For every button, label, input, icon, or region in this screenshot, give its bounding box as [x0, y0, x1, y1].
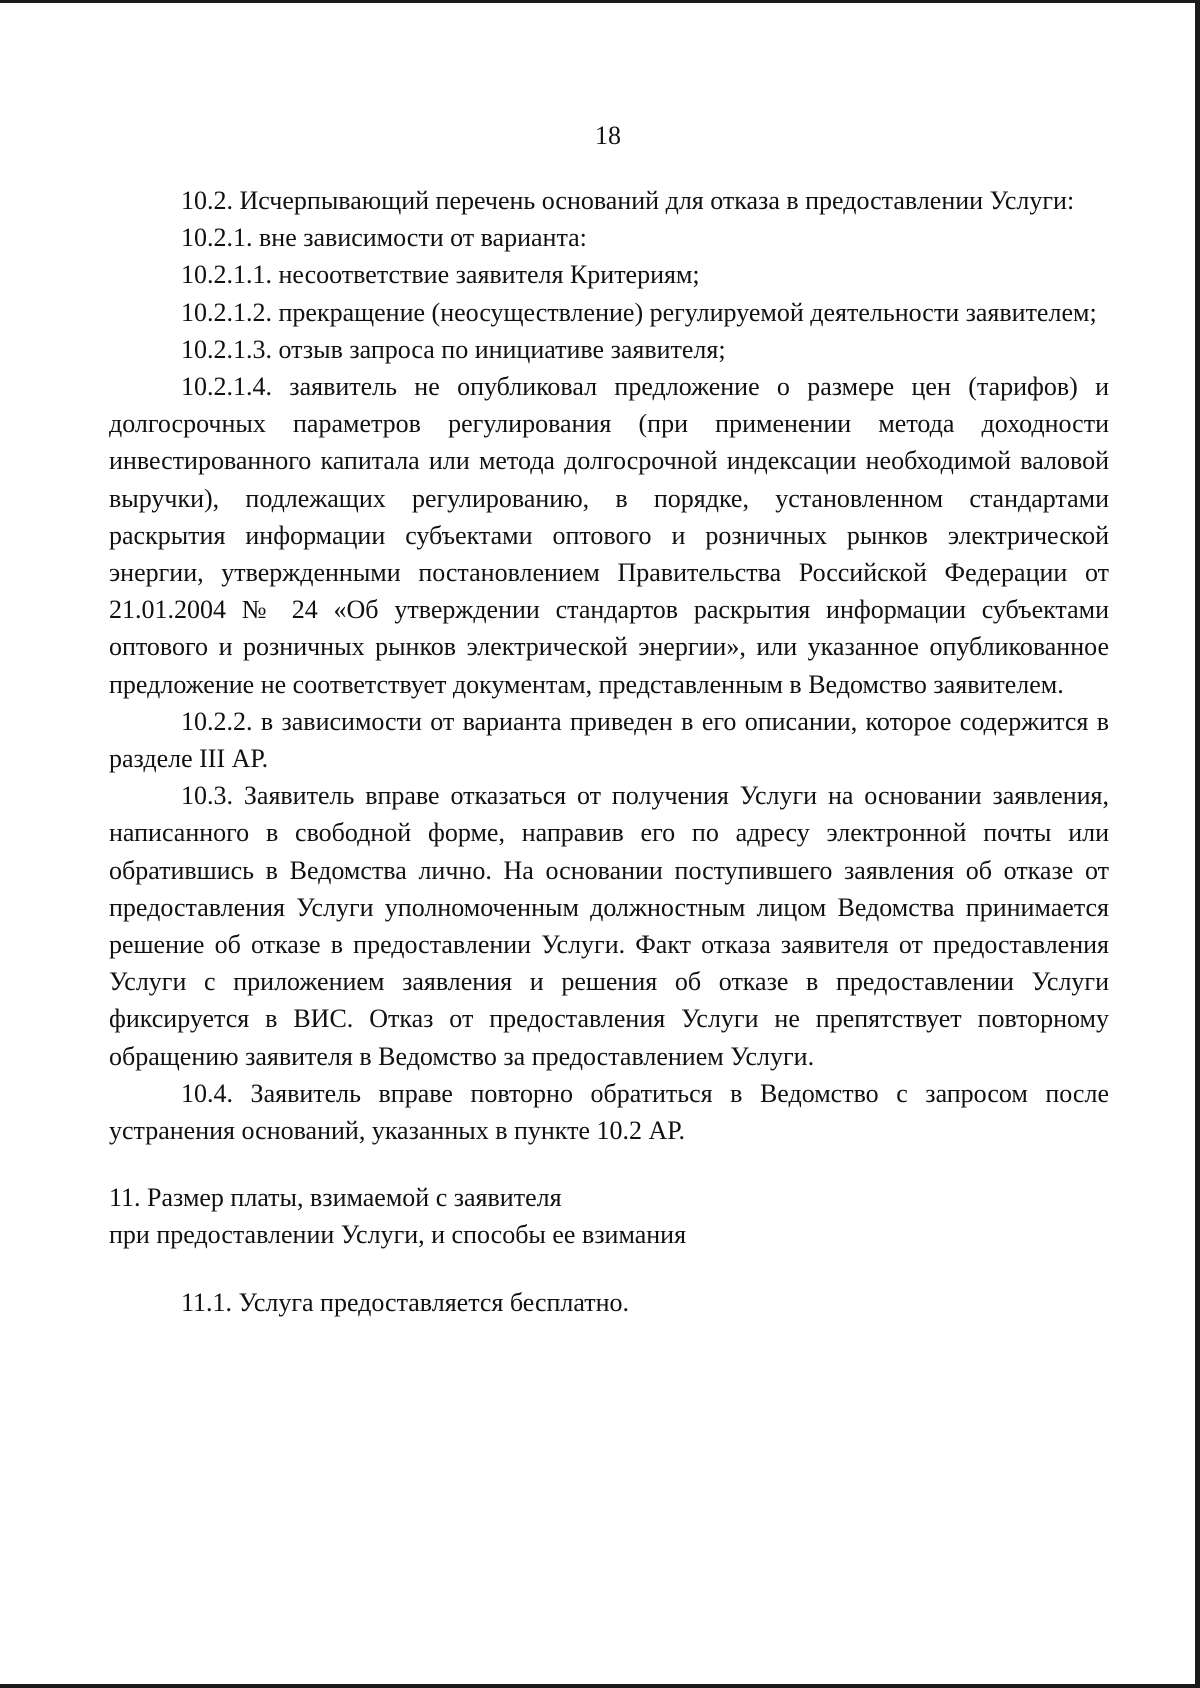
- paragraph-11-1: 11.1. Услуга предоставляется бесплатно.: [181, 1287, 630, 1317]
- paragraph-10-4: 10.4. Заявитель вправе повторно обратиться в Ведомство с запросом после устранения оснований, указанных в пункте 10.2 АР.: [109, 1078, 1109, 1146]
- paragraph-10-2-1-2: 10.2.1.2. прекращение (неосуществление) регулируемой деятельности заявителем;: [181, 297, 1097, 327]
- scan-edge-bottom: [0, 1684, 1200, 1688]
- document-body: [109, 182, 1109, 1321]
- paragraph-10-2-1: 10.2.1. вне зависимости от варианта:: [181, 223, 587, 253]
- paragraph-10-3: 10.3. Заявитель вправе отказаться от получения Услуги на основании заявления, написанного в свободной форме, направив его по адресу электронной почты или обратившись в Ведомства лично. На основании поступившего заявления об отказе от предоставления Услуги уполномоченным должностным лицом Ведомства принимается решение об отказе в предоставлении Услуги. Факт отказа заявителя от предоставления Услуги с приложением заявления и решения об отказе в предоставлении Услуги фиксируется в ВИС. Отказ от предоставления Услуги не препятствует повторному обращению заявителя в Ведомство за предоставлением Услуги.: [109, 781, 1109, 1071]
- paragraph-10-2: 10.2. Исчерпывающий перечень оснований для отказа в предоставлении Услуги:: [181, 186, 1075, 215]
- paragraph-10-2-2: 10.2.2. в зависимости от варианта приведен в его описании, которое содержится в разделе III АР.: [109, 706, 1109, 774]
- section-11-heading-line2: при предоставлении Услуги, и способы ее взимания: [109, 1220, 687, 1250]
- paragraph-10-2-1-1: 10.2.1.1. несоответствие заявителя Критериям;: [181, 260, 700, 290]
- scan-edge-right: [1195, 0, 1200, 1688]
- page-number: 18: [595, 121, 621, 150]
- section-11-heading: [109, 1179, 1109, 1253]
- paragraph-10-2-1-3: 10.2.1.3. отзыв запроса по инициативе заявителя;: [181, 334, 726, 364]
- paragraph-10-2-1-4: 10.2.1.4. заявитель не опубликовал предложение о размере цен (тарифов) и долгосрочных параметров регулирования (при применении метода доходности инвестированного капитала или метода долгосрочной индексации необходимой валовой выручки), подлежащих регулированию, в порядке, установленном стандартами раскрытия информации субъектами оптового и розничных рынков электрической энергии, утвержденными постановлением Правительства Российской Федерации от 21.01.2004 № 24 «Об утверждении стандартов раскрытия информации субъектами оптового и розничных рынков электрической энергии», или указанное опубликованное предложение не соответствует документам, представленным в Ведомство заявителем.: [109, 372, 1109, 699]
- section-11-heading-line1: 11. Размер платы, взимаемой с заявителя: [109, 1183, 562, 1213]
- scan-edge-top: [0, 0, 1200, 3]
